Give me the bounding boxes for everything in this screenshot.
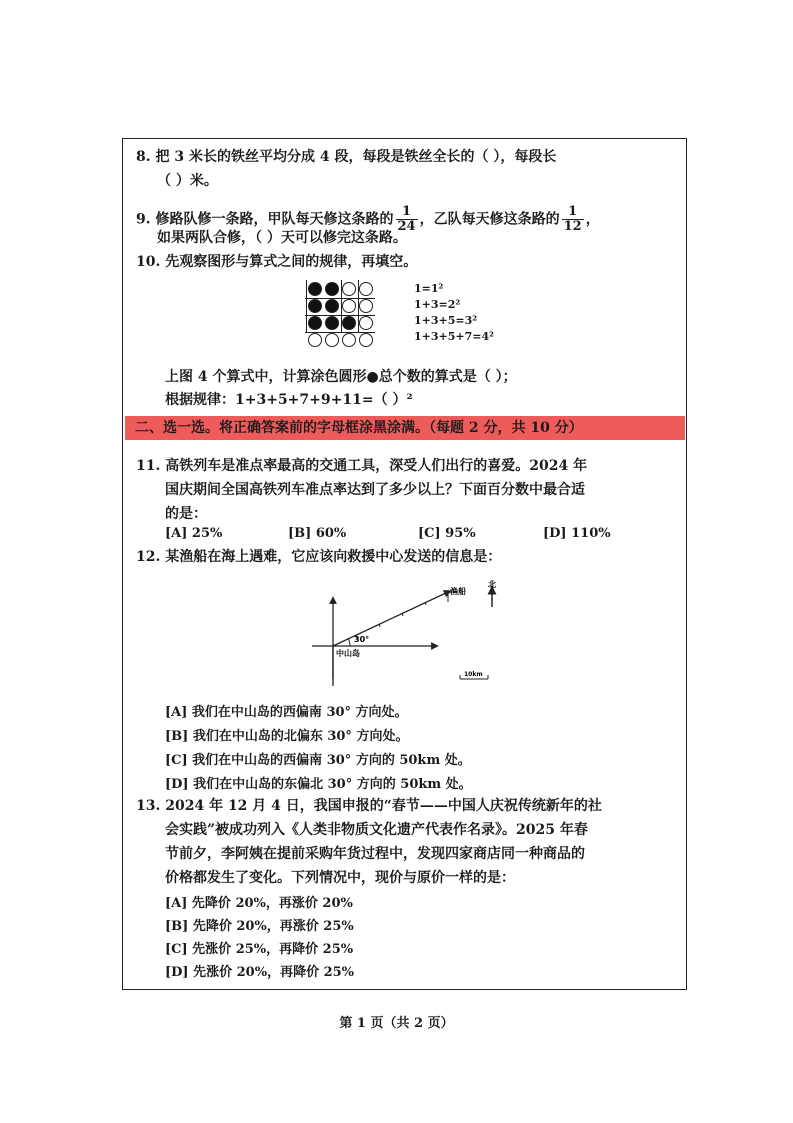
north-label: 北 [488, 580, 496, 589]
frac-num: 1 [396, 205, 418, 220]
q10-fill-line1: 上图 4 个算式中，计算涂色圆形●总个数的算式是（ ）； [165, 369, 517, 385]
q9-text2: ，乙队每天修这条路的 [419, 211, 560, 228]
q13-line1: 13. 2024 年 12 月 4 日，我国申报的“春节——中国人庆祝传统新年的社 [136, 798, 602, 814]
q13-line3: 节前夕，李阿姨在提前采购年货过程中，发现四家商店同一种商品的 [165, 846, 585, 862]
filled-circle [308, 282, 322, 296]
page-footer: 第 1 页（共 2 页） [339, 1016, 454, 1031]
filled-circle [308, 299, 322, 313]
q12-option-c[interactable]: [C] 我们在中山岛的西偏南 30° 方向的 50km 处。 [165, 753, 471, 768]
q9-line2: 如果两队合修，（ ）天可以修完这条路。 [157, 230, 407, 246]
q12-option-a[interactable]: [A] 我们在中山岛的西偏南 30° 方向处。 [165, 705, 408, 720]
q10-fill-line2: 根据规律：1+3+5+7+9+11=（ ）² [165, 392, 413, 408]
q11-option-b[interactable]: [B] 60% [288, 526, 347, 541]
pattern-divider [305, 332, 375, 333]
empty-circle [342, 282, 356, 296]
equation-2: 1+3=2² [414, 298, 461, 311]
pattern-divider [305, 315, 375, 316]
ship-label: 渔船 [450, 587, 466, 596]
pattern-divider [305, 298, 375, 299]
q8-line2: （ ）米。 [157, 173, 218, 189]
q9-text1: 9. 修路队修一条路，甲队每天修这条路的 [136, 211, 394, 228]
q11-line1: 11. 高铁列车是准点率最高的交通工具，深受人们出行的喜爱。2024 年 [136, 458, 588, 474]
equation-4: 1+3+5+7=4² [414, 330, 494, 343]
section-banner: 二、选一选。将正确答案前的字母框涂黑涂满。（每题 2 分，共 10 分） [125, 416, 685, 440]
fraction-1-12 [562, 205, 584, 234]
empty-circle [342, 333, 356, 347]
q13-option-b[interactable]: [B] 先降价 20%，再涨价 25% [165, 919, 354, 934]
equation-3: 1+3+5=3² [414, 314, 478, 327]
pattern-divider [358, 280, 359, 333]
empty-circle [359, 282, 373, 296]
empty-circle [359, 299, 373, 313]
filled-circle [325, 316, 339, 330]
q8-line1: 8. 把 3 米长的铁丝平均分成 4 段，每段是铁丝全长的（ ），每段长 [136, 149, 557, 165]
q11-option-d[interactable]: [D] 110% [543, 526, 611, 541]
empty-circle [359, 316, 373, 330]
q10-title: 10. 先观察图形与算式之间的规律，再填空。 [136, 254, 418, 270]
empty-circle [342, 299, 356, 313]
pattern-divider [341, 280, 342, 333]
filled-circle [325, 299, 339, 313]
q12-option-d[interactable]: [D] 我们在中山岛的东偏北 30° 方向的 50km 处。 [165, 777, 472, 792]
filled-circle [342, 316, 356, 330]
bearing-line [333, 592, 448, 646]
q9-text3: ， [585, 211, 600, 228]
equation-1: 1=1² [414, 282, 444, 295]
frac-den: 12 [563, 219, 582, 234]
q12-line1: 12. 某渔船在海上遇难，它应该向救援中心发送的信息是： [136, 549, 502, 565]
empty-circle [359, 333, 373, 347]
frac-den: 24 [397, 219, 416, 234]
q11-option-a[interactable]: [A] 25% [165, 526, 223, 541]
q13-line4: 价格都发生了变化。下列情况中，现价与原价一样的是： [165, 870, 515, 886]
filled-circle [325, 282, 339, 296]
empty-circle [325, 333, 339, 347]
frac-num: 1 [562, 205, 584, 220]
pattern-divider [306, 280, 307, 333]
q11-line2: 国庆期间全国高铁列车准点率达到了多少以上？下面百分数中最合适 [165, 482, 585, 498]
q12-option-b[interactable]: [B] 我们在中山岛的北偏东 30° 方向处。 [165, 729, 409, 744]
empty-circle [308, 333, 322, 347]
q13-option-c[interactable]: [C] 先涨价 25%，再降价 25% [165, 942, 354, 957]
island-label: 中山岛 [336, 649, 360, 658]
filled-circle [308, 316, 322, 330]
map-diagram [300, 574, 520, 694]
q11-line3: 的是： [165, 506, 207, 522]
angle-arc [348, 638, 350, 646]
q13-option-a[interactable]: [A] 先降价 20%，再涨价 20% [165, 896, 353, 911]
q13-line2: 会实践”被成功列入《人类非物质文化遗产代表作名录》。2025 年春 [165, 822, 588, 838]
q13-option-d[interactable]: [D] 先涨价 20%，再降价 25% [165, 965, 355, 980]
scale-label: 10km [464, 671, 483, 678]
q11-option-c[interactable]: [C] 95% [418, 526, 476, 541]
angle-label: 30° [354, 635, 370, 644]
